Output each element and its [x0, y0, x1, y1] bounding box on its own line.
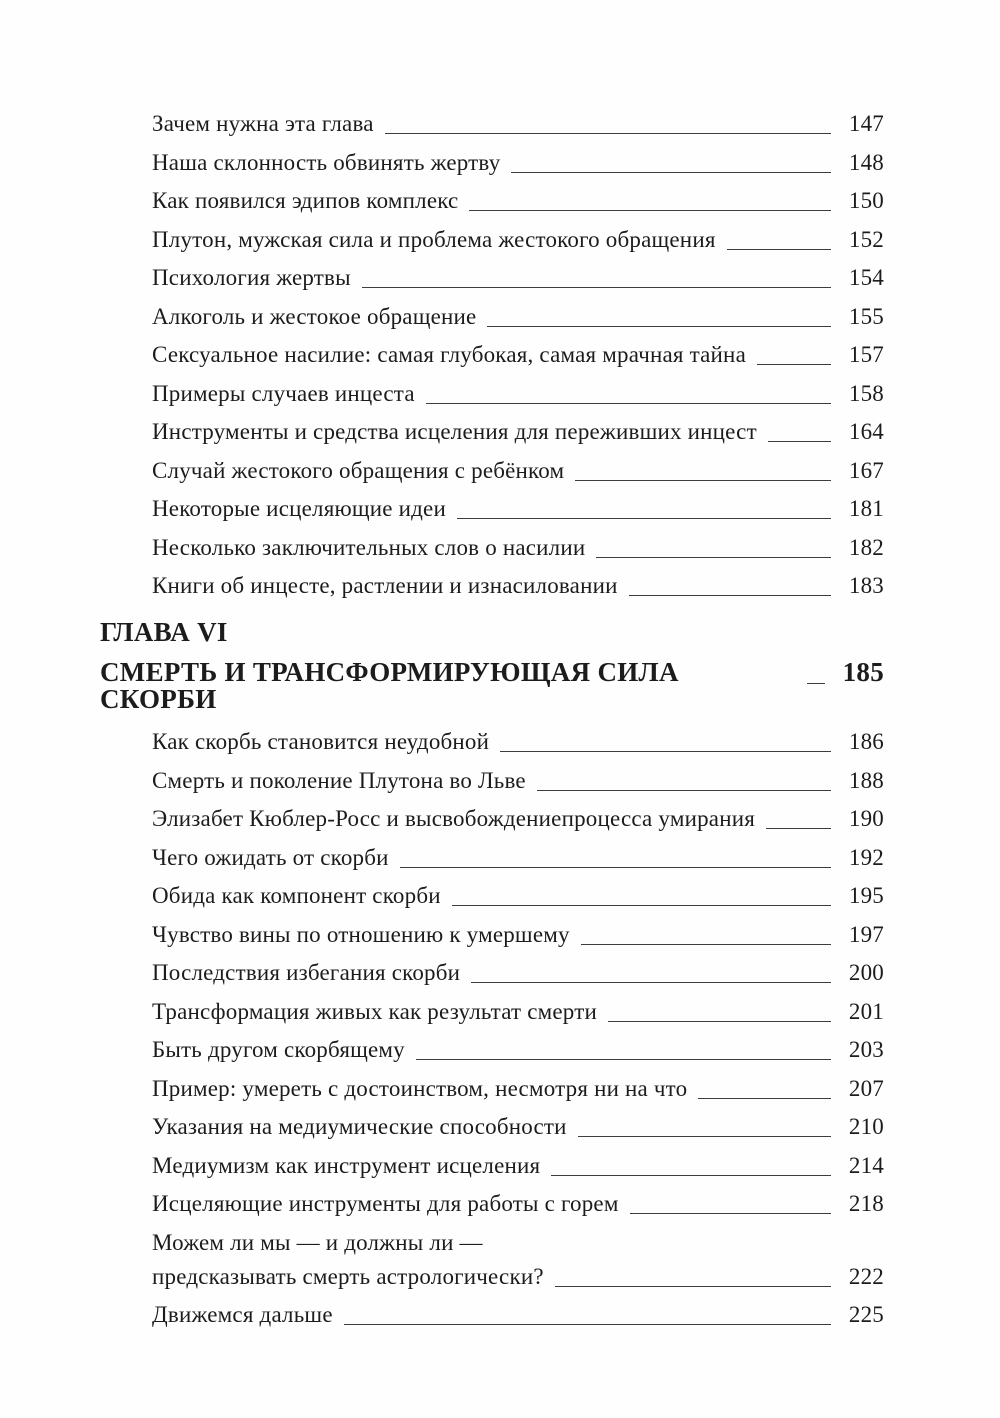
leader-line: [426, 399, 831, 404]
leader-line: [575, 476, 831, 481]
toc-entry-title: Чувство вины по отношению к умершему: [152, 921, 570, 947]
toc-entry-page-number: 158: [848, 380, 884, 406]
toc-entry-page-number: 181: [848, 496, 884, 521]
toc-entry: [152, 420, 884, 443]
toc-entry-page-number: 222: [848, 1263, 884, 1289]
toc-entry-line: [152, 189, 884, 212]
toc-entry: [152, 807, 884, 830]
toc-entry: [152, 884, 884, 907]
toc-entry-page-number: 150: [848, 188, 884, 213]
toc-entry-line: [152, 807, 884, 830]
toc-entry-page-number: 186: [848, 729, 884, 754]
toc-entry-title: Некоторые исцеляющие идеи: [152, 496, 446, 521]
leader-line: [608, 1017, 831, 1022]
chapter-page-number: 185: [842, 657, 884, 687]
toc-section-1: [100, 112, 884, 597]
leader-line: [807, 679, 825, 684]
toc-entry-title: Пример: умереть с достоинством, несмотря ни на что: [152, 1075, 688, 1101]
leader-line: [344, 1320, 831, 1325]
toc-entry-title: Обида как компонент скорби: [152, 883, 441, 908]
toc-entry: [152, 189, 884, 212]
toc-entry-page-number: 188: [848, 767, 884, 793]
chapter-title: СМЕРТЬ И ТРАНСФОРМИРУЮЩАЯ СИЛА СКОРБИ: [100, 657, 679, 714]
toc-entry-page-number: 190: [848, 806, 884, 831]
toc-entry-line: [152, 884, 884, 907]
toc-entry: [152, 305, 884, 328]
leader-line: [757, 360, 831, 365]
toc-entry-line: [152, 846, 884, 869]
leader-line: [471, 978, 831, 983]
toc-entry-title: Зачем нужна эта глава: [152, 111, 374, 136]
toc-entry-page-number: 203: [848, 1037, 884, 1062]
toc-entry-title: Инструменты и средства исцеления для переживших инцест: [152, 419, 757, 444]
leader-line: [578, 1132, 831, 1137]
toc-entry-line: [152, 1077, 884, 1100]
leader-line: [416, 1055, 831, 1060]
toc-entry-line: [152, 112, 884, 135]
leader-line: [537, 786, 831, 791]
toc-entry-title: Книги об инцесте, растлении и изнасиловании: [152, 573, 618, 598]
toc-entry-line: [152, 536, 884, 559]
chapter-title-row: [100, 659, 884, 713]
toc-entry-line: [152, 266, 884, 289]
toc-entry: [152, 228, 884, 251]
toc-entry-page-number: 164: [848, 419, 884, 444]
toc-entry-line: [152, 923, 884, 946]
toc-entry-line: [152, 459, 884, 482]
toc-entry: [152, 266, 884, 289]
leader-line: [457, 514, 831, 519]
leader-line: [400, 863, 831, 868]
leader-line: [362, 283, 831, 288]
toc-entry-title: Последствия избегания скорби: [152, 960, 461, 985]
leader-line: [727, 245, 831, 250]
leader-line: [487, 322, 831, 327]
toc-entry-title-line1: Можем ли мы — и должны ли —: [152, 1229, 483, 1255]
toc-entry-title: Быть другом скорбящему: [152, 1037, 405, 1062]
toc-entry-page-number: 147: [848, 111, 884, 136]
toc-entry: [152, 730, 884, 753]
toc-entry-line: [152, 574, 884, 597]
toc-entry-title: Движемся дальше: [152, 1302, 333, 1327]
toc-entry-title: Наша склонность обвинять жертву: [152, 149, 501, 175]
toc-entry-line: [152, 305, 884, 328]
toc-section-2: [100, 730, 884, 1326]
toc-entry-page-number: 182: [848, 534, 884, 560]
leader-line: [385, 129, 831, 134]
toc-entry-title: Плутон, мужская сила и проблема жестокого обращения: [152, 226, 716, 252]
toc-entry-title: Как появился эдипов комплекс: [152, 188, 459, 213]
toc-entry-page-number: 192: [848, 844, 884, 870]
toc-entry: [152, 151, 884, 174]
leader-line: [555, 1282, 831, 1287]
toc-entry-page-number: 207: [848, 1075, 884, 1101]
leader-line: [500, 747, 831, 752]
toc-entry-title: Трансформация живых как результат смерти: [152, 998, 597, 1024]
toc-entry: [152, 1231, 884, 1288]
toc-entry: [152, 459, 884, 482]
leader-line: [511, 168, 831, 173]
toc-entry-line: [152, 228, 884, 251]
toc-entry-page-number: 148: [848, 149, 884, 175]
toc-entry: [152, 846, 884, 869]
toc-entry: [152, 497, 884, 520]
toc-entry-line: [152, 1000, 884, 1023]
leader-line: [551, 1171, 831, 1176]
toc-entry: [152, 1000, 884, 1023]
toc-entry-page-number: 157: [848, 342, 884, 367]
toc-entry-page-number: 197: [848, 921, 884, 947]
toc-entry: [152, 923, 884, 946]
toc-entry-page-number: 167: [848, 457, 884, 483]
toc-entry: [152, 961, 884, 984]
toc-entry-page-number: 183: [848, 573, 884, 598]
toc-entry-line: [152, 1038, 884, 1061]
toc-entry: [152, 769, 884, 792]
toc-entry-title: предсказывать смерть астрологически?: [152, 1263, 544, 1289]
toc-entry-title: Алкоголь и жестокое обращение: [152, 303, 477, 329]
toc-entry-page-number: 201: [848, 998, 884, 1024]
toc-entry-line: [152, 769, 884, 792]
toc-entry: [152, 343, 884, 366]
toc-entry-line: [152, 1303, 884, 1326]
toc-entry-title: Чего ожидать от скорби: [152, 844, 389, 870]
toc-entry: [152, 1077, 884, 1100]
toc-entry: [152, 1115, 884, 1138]
toc-entry-line: [152, 1265, 884, 1288]
leader-line: [698, 1094, 831, 1099]
toc-entry-line: [152, 151, 884, 174]
toc-entry-title: Элизабет Кюблер-Росс и высвобождениепроцесса умирания: [152, 806, 755, 831]
toc-entry-title: Случай жестокого обращения с ребёнком: [152, 457, 565, 483]
toc-entry-page-number: 225: [848, 1302, 884, 1327]
toc-entry-title: Указания на медиумические способности: [152, 1114, 567, 1139]
leader-line: [452, 901, 831, 906]
toc-entry-page-number: 152: [848, 226, 884, 252]
toc-entry: [152, 1303, 884, 1326]
toc-entry: [152, 1038, 884, 1061]
toc-entry-title: Медиумизм как инструмент исцеления: [152, 1152, 541, 1178]
toc-entry: [152, 112, 884, 135]
toc-entry: [152, 382, 884, 405]
toc-entry-line: [152, 730, 884, 753]
toc-entry-title: Несколько заключительных слов о насилии: [152, 534, 586, 560]
leader-line: [469, 206, 831, 211]
leader-line: [581, 940, 831, 945]
chapter-heading: [100, 619, 884, 713]
toc-entry-line: [152, 420, 884, 443]
toc-entry-title: Психология жертвы: [152, 265, 351, 290]
toc-entry-page-number: 214: [848, 1152, 884, 1178]
toc-entry-line: [152, 1115, 884, 1138]
toc-entry-page-number: 195: [848, 883, 884, 908]
toc-entry-title: Исцеляющие инструменты для работы с горем: [152, 1191, 619, 1216]
toc-entry-page-number: 210: [848, 1114, 884, 1139]
toc-entry: [152, 536, 884, 559]
toc-entry: [152, 1192, 884, 1215]
leader-line: [768, 437, 831, 442]
leader-line: [630, 1209, 831, 1214]
toc-entry: [152, 1154, 884, 1177]
leader-line: [629, 591, 831, 596]
leader-line: [596, 553, 831, 558]
toc-entry-line: [152, 343, 884, 366]
toc-entry-page-number: 155: [848, 303, 884, 329]
toc-entry-line: [152, 1154, 884, 1177]
leader-line: [766, 824, 831, 829]
toc-entry-line: [152, 1192, 884, 1215]
toc-entry-page-number: 200: [848, 960, 884, 985]
toc-entry-title: Смерть и поколение Плутона во Льве: [152, 767, 526, 793]
toc-entry-title: Сексуальное насилие: самая глубокая, самая мрачная тайна: [152, 342, 746, 367]
toc-entry-line: [152, 961, 884, 984]
toc-entry-title: Как скорбь становится неудобной: [152, 729, 490, 754]
toc-entry: [152, 574, 884, 597]
toc-entry-line: [152, 382, 884, 405]
toc-entry-line: [152, 497, 884, 520]
toc-entry-page-number: 218: [848, 1191, 884, 1216]
toc-entry-page-number: 154: [848, 265, 884, 290]
toc-entry-title: Примеры случаев инцеста: [152, 380, 415, 406]
chapter-number: ГЛАВА VI: [100, 617, 228, 647]
